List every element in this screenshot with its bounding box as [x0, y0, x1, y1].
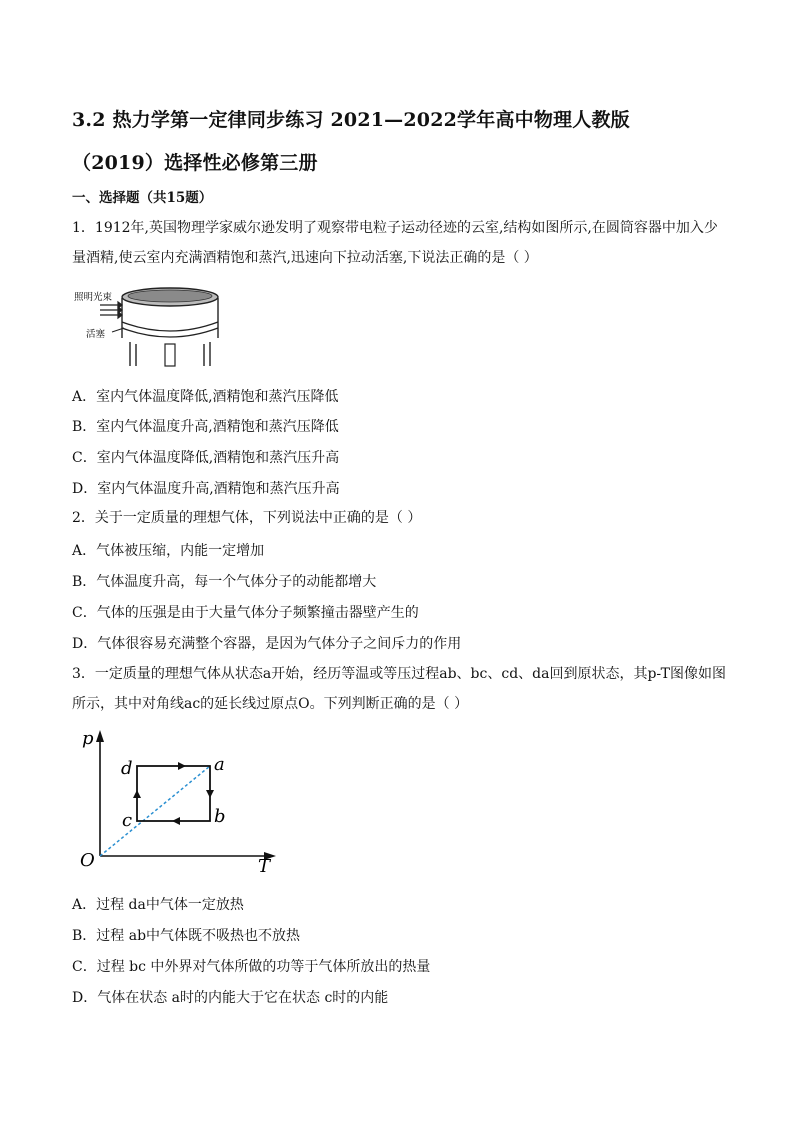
point-c-label: c: [122, 810, 133, 831]
q1-option-c: C．室内气体温度降低,酒精饱和蒸汽压升高: [72, 450, 340, 466]
q2-option-a: A．气体被压缩，内能一定增加: [72, 543, 265, 559]
p-t-graph-figure: [76, 726, 286, 874]
q2-option-b: B．气体温度升高，每一个气体分子的动能都增大: [72, 574, 377, 590]
q1-text-line-1: 1．1912年,英国物理学家威尔逊发明了观察带电粒子运动径迹的云室,结构如图所示,在圆筒容器中加入少: [72, 220, 718, 236]
q3-text-line-1: 3．一定质量的理想气体从状态a开始，经历等温或等压过程ab、bc、cd、da回到原状态，其p-T图像如图: [72, 666, 727, 682]
q2-text: 2．关于一定质量的理想气体，下列说法中正确的是（ ）: [72, 510, 422, 526]
q1-text-line-2: 量酒精,使云室内充满酒精饱和蒸汽,迅速向下拉动活塞,下说法正确的是（ ）: [72, 250, 538, 266]
cloud-chamber-figure: [72, 284, 222, 368]
p-axis-label: p: [82, 728, 94, 749]
q3-option-d: D．气体在状态 a时的内能大于它在状态 c时的内能: [72, 990, 389, 1006]
origin-label: O: [80, 850, 95, 871]
q3-text-line-2: 所示，其中对角线ac的延长线过原点O。下列判断正确的是（ ）: [72, 696, 469, 712]
q1-option-b: B．室内气体温度升高,酒精饱和蒸汽压降低: [72, 419, 339, 435]
point-d-label: d: [121, 758, 133, 779]
q2-option-c: C．气体的压强是由于大量气体分子频繁撞击器壁产生的: [72, 605, 419, 621]
doc-title-line-2: （2019）选择性必修第三册: [72, 152, 318, 174]
q1-option-d: D．室内气体温度升高,酒精饱和蒸汽压升高: [72, 481, 340, 497]
q1-option-a: A．室内气体温度降低,酒精饱和蒸汽压降低: [72, 389, 339, 405]
point-b-label: b: [214, 806, 226, 827]
section-heading: 一、选择题（共15题）: [72, 190, 213, 206]
q2-option-d: D．气体很容易充满整个容器，是因为气体分子之间斥力的作用: [72, 636, 462, 652]
t-axis-label: T: [258, 856, 271, 874]
point-a-label: a: [214, 754, 225, 775]
q3-option-a: A．过程 da中气体一定放热: [72, 897, 244, 913]
light-beam-label: 照明光束: [74, 292, 113, 303]
q3-option-b: B．过程 ab中气体既不吸热也不放热: [72, 928, 301, 944]
q3-option-c: C．过程 bc 中外界对气体所做的功等于气体所放出的热量: [72, 959, 431, 975]
doc-title-line-1: 3.2 热力学第一定律同步练习 2021—2022学年高中物理人教版: [72, 109, 630, 131]
piston-label: 活塞: [86, 329, 106, 340]
